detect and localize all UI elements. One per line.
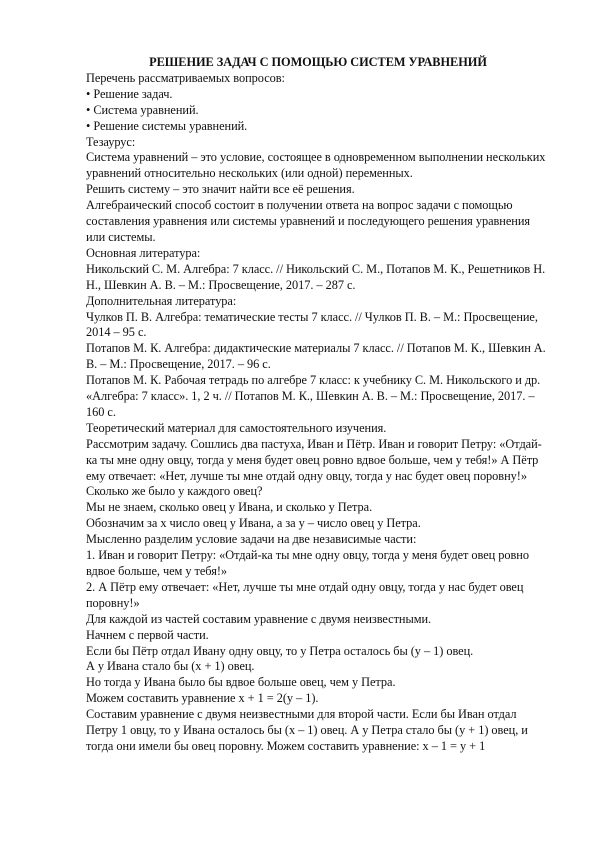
thesaurus-heading: Тезаурус: [86, 134, 136, 149]
theory-heading: Теоретический материал для самостоятельного изучения. [86, 420, 387, 435]
body-paragraph: 2. А Пётр ему отвечает: «Нет, лучше ты мне отдай одну овцу, тогда у нас будет овец поровну!» [86, 579, 524, 610]
extra-literature-entry: Потапов М. К. Алгебра: дидактические материалы 7 класс. // Потапов М. К., Шевкин А. В. – М.: Просвещение, 2017. – 96 с. [86, 341, 546, 372]
body-paragraph: Начнем с первой части. [86, 627, 209, 642]
body-paragraph: А у Ивана стало бы (x + 1) овец. [86, 659, 255, 674]
main-literature-heading: Основная литература: [86, 245, 201, 260]
body-paragraph: Но тогда у Ивана было бы вдвое больше овец, чем у Петра. [86, 675, 396, 690]
main-literature-entry: Никольский С. М. Алгебра: 7 класс. // Никольский С. М., Потапов М. К., Решетников Н. Н., Шевкин А. В. – М.: Просвещение, 2017. – 287 с. [86, 261, 546, 292]
body-paragraph: Мы не знаем, сколько овец у Ивана, и сколько у Петра. [86, 500, 373, 515]
topics-heading: Перечень рассматриваемых вопросов: [86, 70, 285, 85]
document-page [86, 55, 546, 755]
thesaurus-entry: Алгебраический способ состоит в получении ответа на вопрос задачи с помощью составления уравнения или системы уравнений и последующего решения уравнения или системы. [86, 198, 531, 244]
thesaurus-entry: Решить систему – это значит найти все её решения. [86, 182, 355, 197]
topic-item: • Решение системы уравнений. [86, 119, 546, 135]
body-paragraph: Составим уравнение с двумя неизвестными для второй части. Если бы Иван отдал Петру 1 овцу, то у Ивана осталось бы (x – 1) овец. А у Петра стало бы (y + 1) овец, и тогда они имели бы овец поровну. Можем составить уравнение: x – 1 = y + 1 [86, 707, 528, 753]
body-paragraph: Обозначим за x число овец у Ивана, а за y – число овец у Петра. [86, 516, 421, 531]
extra-literature-heading: Дополнительная литература: [86, 293, 237, 308]
document-title: РЕШЕНИЕ ЗАДАЧ С ПОМОЩЬЮ СИСТЕМ УРАВНЕНИЙ [149, 55, 487, 69]
body-paragraph: 1. Иван и говорит Петру: «Отдай-ка ты мне одну овцу, тогда у меня будет овец ровно вдвое больше, чем у тебя!» [86, 548, 529, 578]
body-paragraph: Рассмотрим задачу. Сошлись два пастуха, Иван и Пётр. Иван и говорит Петру: «Отдай-ка ты мне одну овцу, тогда у меня будет овец ровно вдвое больше, чем у тебя!» А Пётр ему отвечает: «Нет, лучше ты мне отдай одну овцу, тогда у нас будет овец поровну!» Сколько же было у каждого овец? [86, 436, 542, 499]
topic-item: • Решение задач. [86, 87, 546, 103]
extra-literature-entry: Потапов М. К. Рабочая тетрадь по алгебре 7 класс: к учебнику С. М. Никольского и др. «Алгебра: 7 класс». 1, 2 ч. // Потапов М. К., Шевкин А. В. – М.: Просвещение, 2017. – 160 с. [86, 373, 541, 419]
body-paragraph: Мысленно разделим условие задачи на две независимые части: [86, 532, 417, 547]
topic-item: • Система уравнений. [86, 103, 546, 119]
body-paragraph: Для каждой из частей составим уравнение с двумя неизвестными. [86, 611, 432, 626]
extra-literature-entry: Чулков П. В. Алгебра: тематические тесты 7 класс. // Чулков П. В. – М.: Просвещение, 2014 – 95 с. [86, 309, 538, 340]
body-paragraph: Можем составить уравнение x + 1 = 2(y – 1). [86, 691, 319, 706]
thesaurus-entry: Система уравнений – это условие, состоящее в одновременном выполнении нескольких уравнений относительно нескольких (или одной) переменных. [86, 150, 546, 181]
body-paragraph: Если бы Пётр отдал Ивану одну овцу, то у Петра осталось бы (y – 1) овец. [86, 643, 474, 658]
